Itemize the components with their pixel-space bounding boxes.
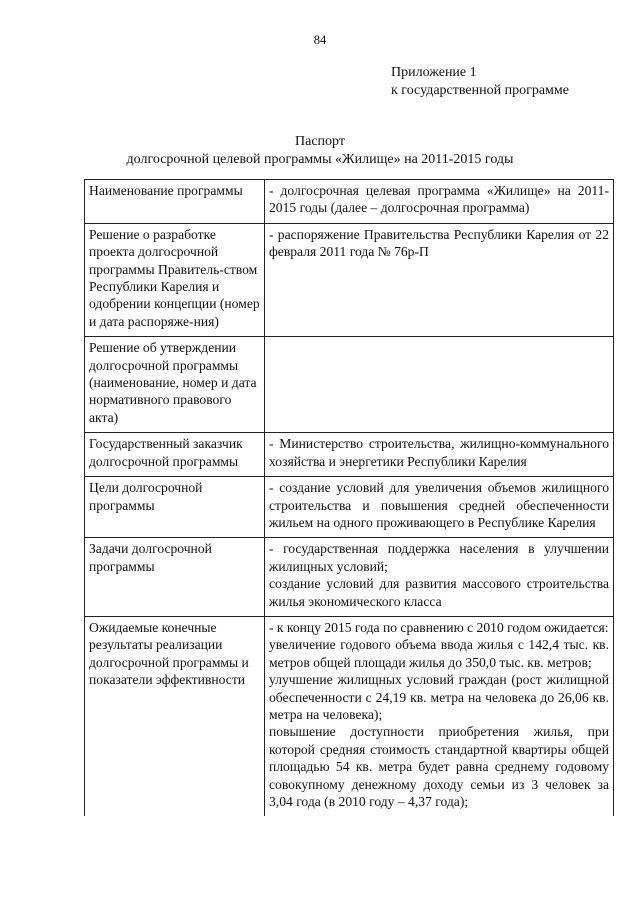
row-name-cell: Цели долгосрочной программы <box>85 477 265 538</box>
value-paragraph: - Министерство строительства, жилищно-коммунального хозяйства и энергетики Республики Карелия <box>269 436 609 469</box>
row-value-cell <box>265 477 614 538</box>
row-name-cell: Государственный заказчик долгосрочной программы <box>85 433 265 477</box>
table-row <box>85 180 614 224</box>
document-title <box>0 133 640 169</box>
table-row <box>85 337 614 433</box>
value-paragraph: создание условий для развития массового строительства жилья экономического класса <box>269 576 609 609</box>
row-value-cell <box>265 180 614 224</box>
title-line-1: Паспорт <box>295 134 345 149</box>
appendix-note <box>391 64 569 100</box>
page-number: 84 <box>313 33 327 47</box>
value-paragraph: - государственная поддержка населения в улучшении жилищных условий; <box>269 541 609 574</box>
row-value-cell <box>265 433 614 477</box>
appendix-line-2: к государственной программе <box>391 83 569 98</box>
table-row <box>85 223 614 336</box>
title-line-2: долгосрочной целевой программы «Жилище» на 2011-2015 годы <box>126 152 514 167</box>
value-paragraph: - долгосрочная целевая программа «Жилище» на 2011-2015 годы (далее – долгосрочная программа) <box>269 183 609 216</box>
value-paragraph: - распоряжение Правительства Республики Карелия от 22 февраля 2011 года № 76р-П <box>269 226 609 260</box>
table-row <box>85 477 614 538</box>
passport-table <box>84 179 614 816</box>
table-row <box>85 616 614 816</box>
appendix-line-1: Приложение 1 <box>391 65 477 80</box>
value-paragraph: увеличение годового объема ввода жилья с 142,4 тыс. кв. метров общей площади жилья до 350,0 тыс. кв. метров; <box>269 637 609 670</box>
table-row <box>85 433 614 477</box>
row-name-cell: Решение об утверждении долгосрочной программы (наименование, номер и дата нормативного правового акта) <box>85 337 265 433</box>
table-row <box>85 538 614 617</box>
row-name-cell: Ожидаемые конечные результаты реализации долгосрочной программы и показатели эффективности <box>85 616 265 816</box>
row-value-cell <box>265 337 614 433</box>
value-paragraph: повышение доступности приобретения жилья, при которой средняя стоимость стандартной квартиры общей площадью 54 кв. метра будет равна среднему годовому совокупному денежному доходу семьи из 3 человек за 3,04 года (в 2010 году – 4,37 года); <box>269 724 609 809</box>
row-name-cell: Наименование программы <box>85 180 265 224</box>
row-value-cell <box>265 538 614 617</box>
value-paragraph: улучшение жилищных условий граждан (рост жилищной обеспеченности с 24,19 кв. метра на человека до 26,06 кв. метра на человека); <box>269 672 609 722</box>
row-name-cell: Решение о разработке проекта долгосрочной программы Правитель-ством Республики Карелия и одобрении концепции (номер и дата распоряже-ния) <box>85 223 265 336</box>
value-paragraph: - к концу 2015 года по сравнению с 2010 годом ожидается: <box>269 619 609 635</box>
value-paragraph: - создание условий для увеличения объемов жилищного строительства и повышения средней обеспеченности жильем на одного проживающего в Республике Карелия <box>269 480 609 530</box>
passport-table-body <box>85 180 614 817</box>
row-value-cell <box>265 616 614 816</box>
row-name-cell: Задачи долгосрочной программы <box>85 538 265 617</box>
row-value-cell <box>265 223 614 336</box>
